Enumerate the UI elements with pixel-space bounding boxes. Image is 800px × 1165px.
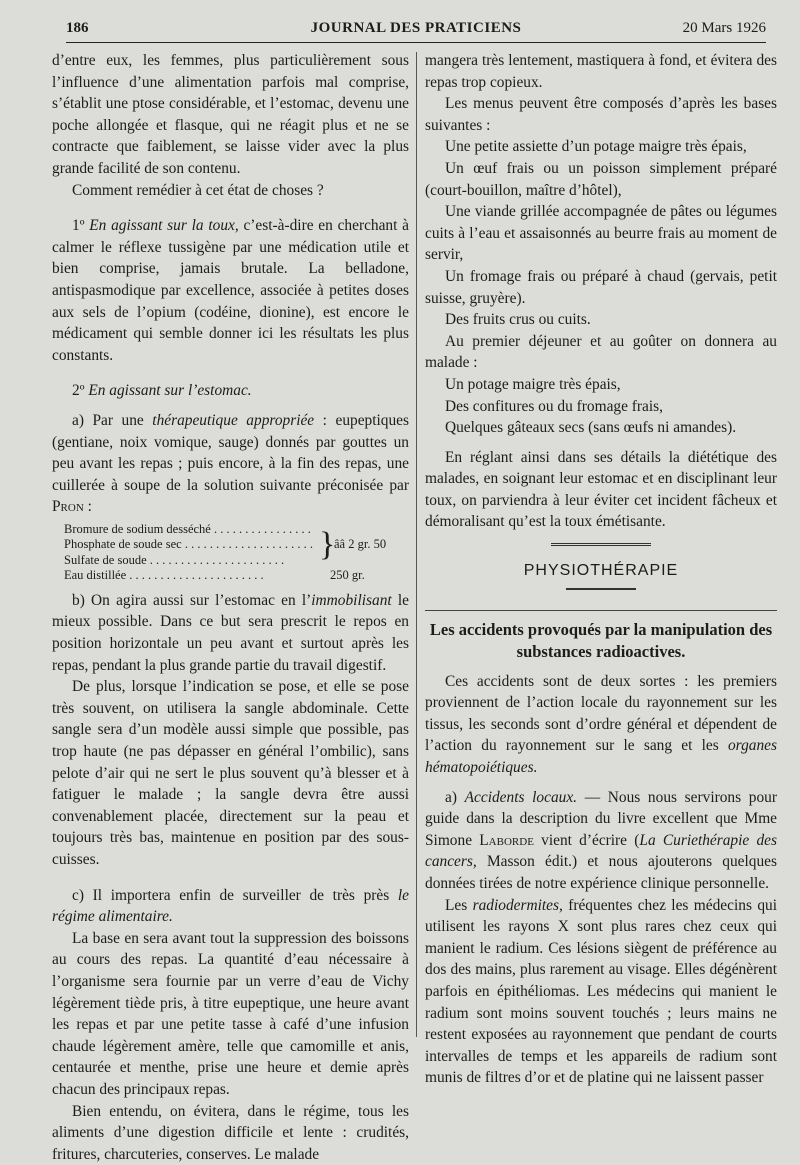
dejeuner-item: Des confitures ou du fromage frais, (445, 397, 663, 415)
paragraph-therapeutique: a) Par une thérapeutique appropriée : eupeptiques (gentiane, noix vomique, sauge) donnés par gouttes un peu avant les repas ; puis encore, à la fin des repas, une cuillerée à soupe de la solution suivante préconisée par Pron : (52, 411, 409, 516)
paragraph-sangle: De plus, lorsque l’indication se pose, et elle se pose très souvent, on utilisera la sangle abdominale. Cette sangle sera d’un modèle aussi simple que possible, pas trop haute (ne pas dépasser en général l’ombilic), sans pelote d’air qui ne sert le plus souvent qu’à blesser et à fatiguer le malade ; la sangle devra être aussi convenablement placée, directement sur la peau et toujours très bas, maintenue en position par des sous-cuisses. (52, 678, 409, 868)
column-divider (416, 52, 417, 1037)
formula-item: Bromure de sodium desséché . . . (64, 522, 314, 538)
menu-item: Une petite assiette d’un potage maigre très épais, (445, 138, 747, 156)
issue-date: 20 Mars 1926 (682, 20, 766, 36)
toux-heading: En agissant sur la toux, (89, 217, 239, 235)
left-column (52, 50, 409, 1165)
formula-item: Eau distillée . . . (64, 568, 314, 584)
paragraph-regime: c) Il importera enfin de surveiller de très près le régime alimentaire. (52, 886, 409, 926)
article-title: Les accidents provoqués par la manipulation des substances radioactives. (429, 619, 773, 661)
right-column (425, 50, 777, 1089)
article-divider (425, 610, 777, 611)
formula-brace: } (319, 525, 336, 563)
paragraph-toux: 1º En agissant sur la toux, c’est-à-dire en cherchant à calmer le réflexe tussigène par une médication utile et bien comprise, jamais brutale. La belladone, antispasmodique par excellence, associée à petites doses aux sels de l’opium (codéine, dionine), est encore le médicament qui semble donner ici les résultats les plus constants. (52, 217, 409, 364)
paragraph-boissons: La base en sera avant tout la suppression des boissons au cours des repas. La quantité d’eau nécessaire à l’organisme sera fournie par un verre d’eau de Vichy légèrement tiède pris, à titre eupeptique, une heure avant les repas et par une petite tasse à café d’une infusion chaude légèrement amère, telle que camomille et anis, centaurée et menthe, prise une heure et demie après chacun des principaux repas. (52, 929, 409, 1098)
author-name: Laborde (479, 831, 534, 849)
paragraph-menus: Les menus peuvent être composés d’après les bases suivantes : (425, 95, 777, 134)
dejeuner-item: Quelques gâteaux secs (sans œufs ni amandes). (445, 419, 737, 437)
paragraph-ptose: d’entre eux, les femmes, plus particulièrement sous l’influence d’une alimentation parfois mal comprise, s’établit une ptose considérable, et l’estomac, devenu une poche allongée et flasque, qui ne réagit plus et ne se contracte que faiblement, se laisse vider avec la plus grande facilité de son contenu. (52, 52, 409, 177)
menu-item: Des fruits crus ou cuits. (445, 311, 591, 329)
paragraph-immobilisant: b) On agira aussi sur l’estomac en l’immobilisant le mieux possible. Dans ce but sera prescrit le repos en position horizontale un peu avant et surtout après les repas, pendant la plus grande partie du travail digestif. (52, 591, 409, 674)
section-divider (551, 543, 651, 546)
menu-item: Un œuf frais ou un poisson simplement préparé (court-bouillon, maître d’hôtel), (425, 159, 777, 199)
prescription-formula (64, 522, 409, 584)
paragraph-aliments: Bien entendu, on évitera, dans le régime, tous les aliments d’une digestion difficile et lente : crudités, fritures, charcuteries, conserves. Le malade (52, 1102, 409, 1163)
book-title: La Curiethérapie des cancers, (425, 831, 777, 871)
paragraph-radiodermites: Les radiodermites, fréquentes chez les médecins qui utilisent les rayons X sont plus rares chez ceux qui manient le radium. Ces lésions siègent de préférence au dos des mains, plus rarement au visage. Elles dégénèrent parfois en épithéliomas. Les médecins qui manient le radium sont moins souvent touchés ; leurs mains ne restent exposées au rayonnement que pendant de courts intervalles de temps et les appareils de radium sont munis de filtres d’or et de platine qui ne laissent passer (425, 896, 777, 1087)
paragraph-mangera: mangera très lentement, mastiquera à fond, et évitera des repas trop copieux. (425, 52, 777, 91)
page-number: 186 (66, 20, 89, 36)
section-underline (566, 588, 636, 590)
dejeuner-item: Un potage maigre très épais, (445, 375, 621, 393)
heading-estomac: 2º En agissant sur l’estomac. (72, 382, 252, 400)
formula-item: Sulfate de soude . . . (64, 553, 314, 569)
author-name: Pron (52, 498, 84, 516)
paragraph-question: Comment remédier à cet état de choses ? (72, 181, 324, 199)
menu-item: Une viande grillée accompagnée de pâtes ou légumes cuits à l’eau et assaisonnés au beurre frais au moment de servir, (425, 203, 777, 264)
paragraph-accidents-locaux: a) Accidents locaux. — Nous nous servirons pour guide dans la description du livre excellent que Mme Simone Laborde vient d’écrire (La Curiethérapie des cancers, Masson édit.) et nous ajouterons quelques données tirées de notre expérience clinique personnelle. (425, 788, 777, 892)
journal-title: JOURNAL DES PRATICIENS (310, 20, 522, 36)
formula-last-dose: 250 gr. (330, 567, 365, 582)
section-title: PHYSIOTHÉRAPIE (523, 562, 679, 580)
formula-item: Phosphate de soude sec . . . (64, 537, 314, 553)
formula-dose: ââ 2 gr. 50 (334, 536, 387, 551)
paragraph-dejeuner: Au premier déjeuner et au goûter on donnera au malade : (425, 332, 777, 372)
running-header (66, 18, 766, 43)
paragraph-intro: Ces accidents sont de deux sortes : les premiers proviennent de l’action locale du rayonnement sur les tissus, les seconds sont d’ordre général et dépendent de l’action du rayonnement sur le sang et les organes hématopoiétiques. (425, 672, 777, 777)
menu-item: Un fromage frais ou préparé à chaud (gervais, petit suisse, gruyère). (425, 267, 777, 307)
paragraph-conclusion: En réglant ainsi dans ses détails la diététique des malades, en soignant leur estomac et en disciplinant leur toux, on parviendra à leur éviter cet incident fâcheux et démoralisant qu’est la toux émétisante. (425, 448, 777, 531)
